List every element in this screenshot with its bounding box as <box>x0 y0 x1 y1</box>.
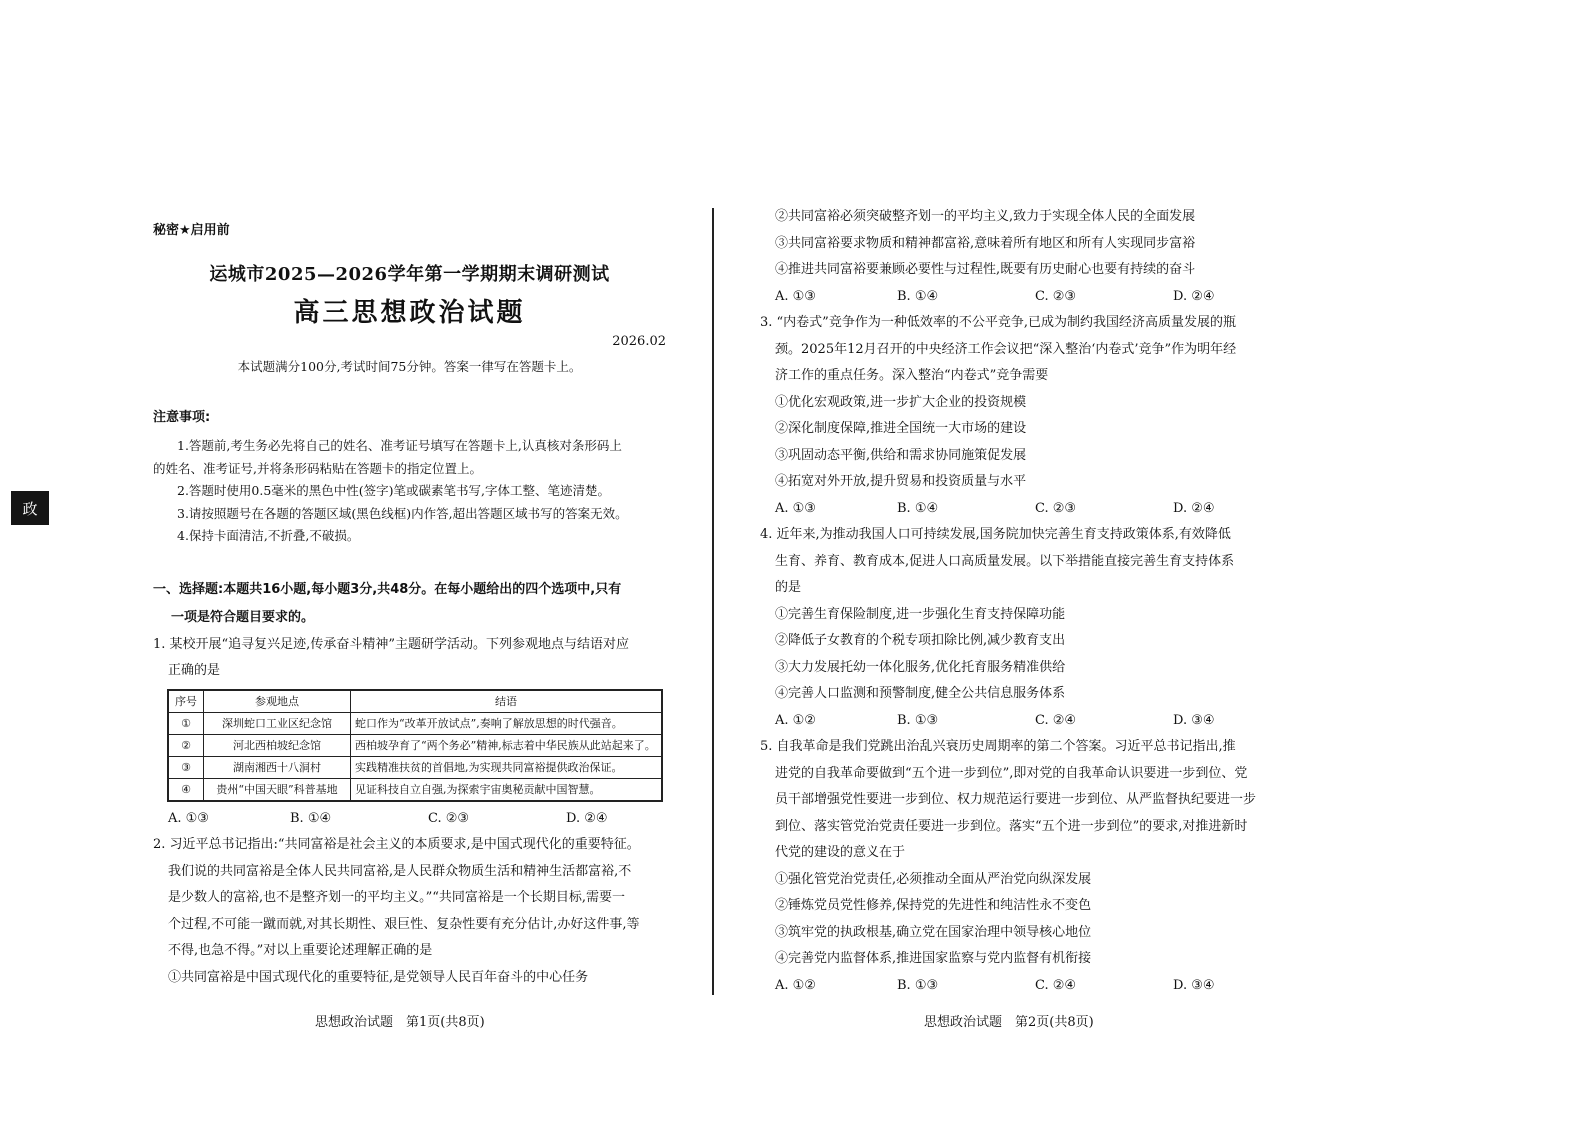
answer-choices-q2 <box>760 284 1276 311</box>
notes-title: 注意事项: <box>153 410 211 425</box>
answer-choice: C. ②③ <box>1035 500 1077 516</box>
question-stem-line: 生育、养育、教育成本,促进人口高质量发展。以下举措能直接完善生育支持体系 <box>775 553 1235 569</box>
answer-choice: D. ②④ <box>566 810 608 826</box>
question-stem-line: 5. 自我革命是我们党跳出治乱兴衰历史周期率的第二个答案。习近平总书记指出,推 <box>760 739 1236 754</box>
option-item: ③筑牢党的执政根基,确立党在国家治理中领导核心地位 <box>775 924 1092 940</box>
answer-choice: D. ②④ <box>1173 500 1215 516</box>
table-cell: 西柏坡孕育了“两个务必”精神,标志着中华民族从此站起来了。 <box>351 734 663 756</box>
column-divider <box>712 208 714 995</box>
question-stem-line: 到位、落实管党治党责任要进一步到位。落实“五个进一步到位”的要求,对推进新时 <box>775 818 1248 834</box>
section-heading <box>153 576 666 632</box>
section-heading-line: 一、选择题:本题共16小题,每小题3分,共48分。在每小题给出的四个选项中,只有 <box>153 581 622 597</box>
option-item: ②降低子女教育的个税专项扣除比例,减少教育支出 <box>775 633 1066 648</box>
table-cell: ① <box>168 712 204 734</box>
option-item: ①优化宏观政策,进一步扩大企业的投资规模 <box>775 394 1027 410</box>
table-row <box>168 734 662 756</box>
question-2 <box>153 832 666 965</box>
notes-list <box>153 435 666 548</box>
table-cell: 深圳蛇口工业区纪念馆 <box>204 712 351 734</box>
question-stem-line: 的是 <box>775 580 802 595</box>
right-page <box>760 204 1276 999</box>
table-header: 结语 <box>351 690 663 713</box>
question-stem-line: 1. 某校开展“追寻复兴足迹,传承奋斗精神”主题研学活动。下列参观地点与结语对应 <box>153 636 629 652</box>
question-stem-line: 员干部增强党性要进一步到位、权力规范运行要进一步到位、从严监督执纪要进一步 <box>775 792 1257 807</box>
table-cell: ② <box>168 734 204 756</box>
table-header-row <box>168 690 662 713</box>
table-cell: 河北西柏坡纪念馆 <box>204 734 351 756</box>
answer-choice: A. ①③ <box>775 500 816 516</box>
option-item: ④推进共同富裕要兼顾必要性与过程性,既要有历史耐心也要有持续的奋斗 <box>775 262 1196 277</box>
answer-choice: C. ②③ <box>1035 288 1077 304</box>
answer-choice: A. ①② <box>775 712 816 728</box>
question-5 <box>760 734 1276 867</box>
subject-side-tab: 政 <box>11 491 49 525</box>
answer-choice: B. ①③ <box>897 712 939 728</box>
question-stem-line: 颈。2025年12月召开的中央经济工作会议把“深入整治‘内卷式’竞争”作为明年经 <box>775 341 1237 357</box>
page-footer-right: 思想政治试题 第2页(共8页) <box>924 1015 1094 1030</box>
question-stem-line: 济工作的重点任务。深入整治“内卷式”竞争需要 <box>775 368 1049 383</box>
question-stem-line: 正确的是 <box>168 663 221 678</box>
answer-choices-q1 <box>153 806 666 833</box>
answer-choices-q3 <box>760 496 1276 523</box>
question-stem-line: 我们说的共同富裕是全体人民共同富裕,是人民群众物质生活和精神生活都富裕,不 <box>168 863 632 879</box>
exam-date: 2026.02 <box>612 334 666 349</box>
answer-choices-q5 <box>760 973 1276 1000</box>
answer-choice: B. ①③ <box>897 977 939 993</box>
answer-choice: C. ②④ <box>1035 712 1077 728</box>
question-stem-line: 个过程,不可能一蹴而就,对其长期性、艰巨性、复杂性要有充分估计,办好这件事,等 <box>168 916 640 932</box>
option-item: ①完善生育保险制度,进一步强化生育支持保障功能 <box>775 606 1066 622</box>
question-stem-line: 4. 近年来,为推动我国人口可持续发展,国务院加快完善生育支持政策体系,有效降低 <box>760 527 1231 542</box>
option-item: ①共同富裕是中国式现代化的重要特征,是党领导人民百年奋斗的中心任务 <box>168 969 589 985</box>
note-item: 3.请按照题号在各题的答题区域(黑色线框)内作答,超出答题区域书写的答案无效。 <box>177 505 628 521</box>
option-item: ④拓宽对外开放,提升贸易和投资质量与水平 <box>775 474 1027 489</box>
table-row <box>168 778 662 801</box>
section-heading-line: 一项是符合题目要求的。 <box>171 609 315 625</box>
table-cell: ③ <box>168 756 204 778</box>
option-item: ①强化管党治党责任,必须推动全面从严治党向纵深发展 <box>775 871 1092 887</box>
note-item: 4.保持卡面清洁,不折叠,不破损。 <box>177 528 360 543</box>
option-item: ③巩固动态平衡,供给和需求协同施策促发展 <box>775 447 1027 463</box>
answer-choices-q4 <box>760 708 1276 735</box>
main-title: 高三思想政治试题 <box>293 298 526 328</box>
answer-choice: C. ②④ <box>1035 977 1077 993</box>
option-item: ②共同富裕必须突破整齐划一的平均主义,致力于实现全体人民的全面发展 <box>775 209 1196 224</box>
table-row <box>168 712 662 734</box>
question-3 <box>760 310 1276 390</box>
answer-choice: C. ②③ <box>428 810 470 826</box>
option-item: ④完善党内监督体系,推进国家监察与党内监督有机衔接 <box>775 951 1092 966</box>
table-cell: 贵州“中国天眼”科普基地 <box>204 778 351 801</box>
option-item: ③大力发展托幼一体化服务,优化托育服务精准供给 <box>775 659 1066 675</box>
question-stem-line: 代党的建设的意义在于 <box>775 845 906 860</box>
question-stem-line: 是少数人的富裕,也不是整齐划一的平均主义。”“共同富裕是一个长期目标,需要一 <box>168 890 626 905</box>
question-1 <box>153 632 666 685</box>
table-row <box>168 756 662 778</box>
answer-choice: A. ①③ <box>775 288 816 304</box>
question-stem-line: 不得,也急不得。”对以上重要论述理解正确的是 <box>168 943 433 958</box>
table-header: 参观地点 <box>204 690 351 713</box>
answer-choice: A. ①② <box>775 977 816 993</box>
table-cell: 见证科技自立自强,为探索宇宙奥秘贡献中国智慧。 <box>351 778 663 801</box>
option-item: ③共同富裕要求物质和精神都富裕,意味着所有地区和所有人实现同步富裕 <box>775 235 1196 251</box>
exam-intro: 本试题满分100分,考试时间75分钟。答案一律写在答题卡上。 <box>237 359 582 374</box>
question-stem-line: 3. “内卷式”竞争作为一种低效率的不公平竞争,已成为制约我国经济高质量发展的瓶 <box>760 315 1236 330</box>
question-4 <box>760 522 1276 602</box>
answer-choice: A. ①③ <box>168 810 209 826</box>
option-item: ②锤炼党员党性修养,保持党的先进性和纯洁性永不变色 <box>775 898 1092 913</box>
option-item: ④完善人口监测和预警制度,健全公共信息服务体系 <box>775 686 1066 701</box>
option-item: ②深化制度保障,推进全国统一大市场的建设 <box>775 421 1027 436</box>
table-cell: 实践精准扶贫的首倡地,为实现共同富裕提供政治保证。 <box>351 756 663 778</box>
table-cell: ④ <box>168 778 204 801</box>
secret-label: 秘密★启用前 <box>153 223 230 238</box>
question-stem-line: 进党的自我革命要做到“五个进一步到位”,即对党的自我革命认识要进一步到位、党 <box>775 765 1248 781</box>
answer-choice: D. ③④ <box>1173 977 1215 993</box>
note-item: 2.答题时使用0.5毫米的黑色中性(签字)笔或碳素笔书写,字体工整、笔迹清楚。 <box>177 483 611 498</box>
answer-choice: D. ③④ <box>1173 712 1215 728</box>
table-header: 序号 <box>168 690 204 713</box>
table-cell: 湖南湘西十八洞村 <box>204 756 351 778</box>
left-page <box>153 216 666 991</box>
note-item: 1.答题前,考生务必先将自己的姓名、准考证号填写在答题卡上,认真核对条形码上 <box>177 438 622 453</box>
page-footer-left: 思想政治试题 第1页(共8页) <box>315 1015 485 1030</box>
answer-choice: D. ②④ <box>1173 288 1215 304</box>
note-item-continued: 的姓名、准考证号,并将条形码粘贴在答题卡的指定位置上。 <box>153 460 482 476</box>
table-cell: 蛇口作为“改革开放试点”,奏响了解放思想的时代强音。 <box>351 712 663 734</box>
answer-choice: B. ①④ <box>290 810 332 826</box>
answer-choice: B. ①④ <box>897 288 939 304</box>
question-stem-line: 2. 习近平总书记指出:“共同富裕是社会主义的本质要求,是中国式现代化的重要特征。 <box>153 837 640 852</box>
answer-choice: B. ①④ <box>897 500 939 516</box>
exam-title: 运城市2025—2026学年第一学期期末调研测试 <box>209 264 610 285</box>
visit-table <box>167 689 663 802</box>
